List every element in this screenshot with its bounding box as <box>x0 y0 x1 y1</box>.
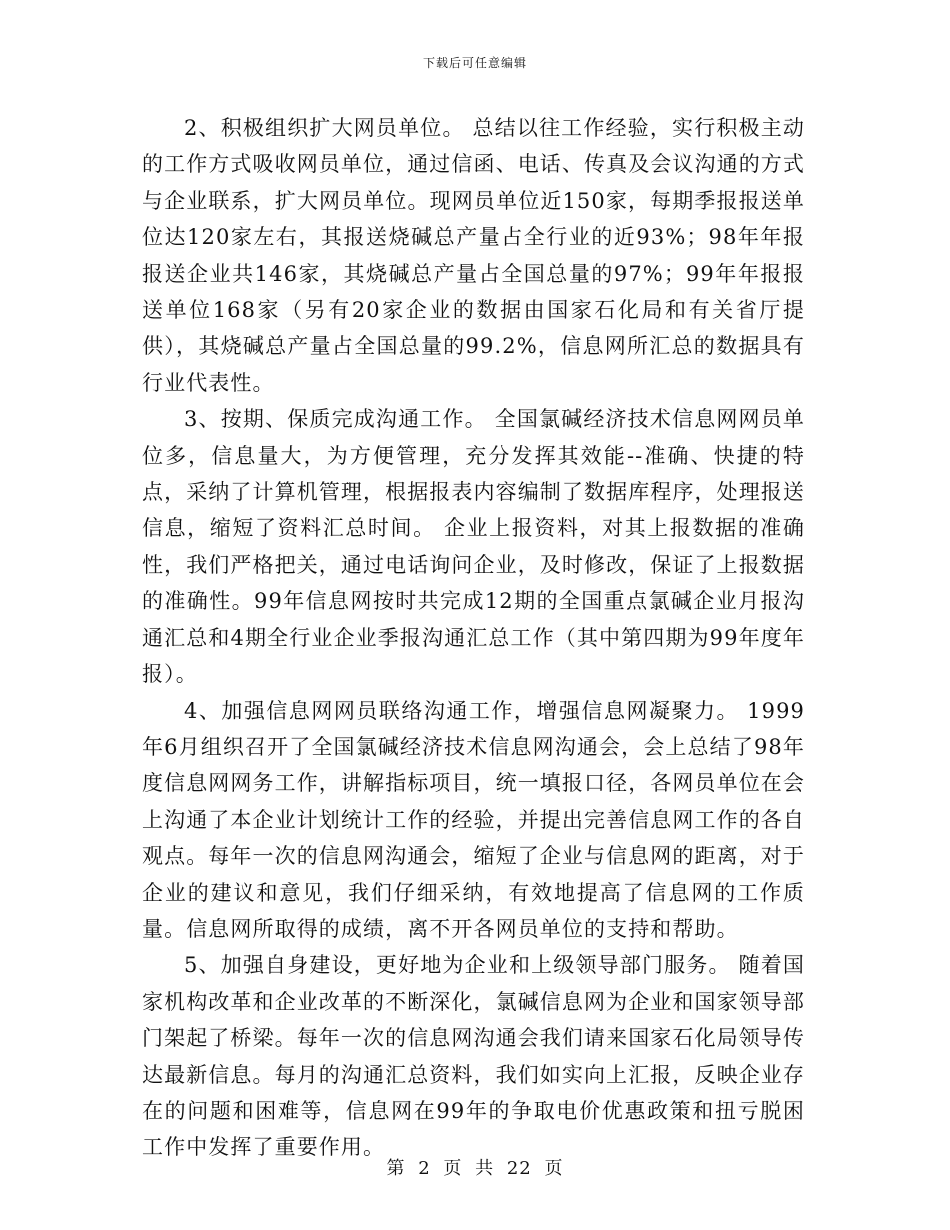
page-number: 第 2 页 共 22 页 <box>386 1158 564 1179</box>
paragraph-4: 4、加强信息网网员联络沟通工作，增强信息网凝聚力。 1999年6月组织召开了全国氯碱经济技术信息网沟通会，会上总结了98年度信息网网务工作，讲解指标项目，统一填报口径，各网员单位在会上沟通了本企业计划统计工作的经验，并提出完善信息网工作的各自观点。每年一次的信息网沟通会，缩短了企业与信息网的距离，对于企业的建议和意见，我们仔细采纳，有效地提高了信息网的工作质量。信息网所取得的成绩，离不开各网员单位的支持和帮助。 <box>142 698 805 941</box>
paragraph-5: 5、加强自身建设，更好地为企业和上级领导部门服务。 随着国家机构改革和企业改革的不断深化，氯碱信息网为企业和国家领导部门架起了桥梁。每年一次的信息网沟通会我们请来国家石化局领导传达最新信息。每月的沟通汇总资料，我们如实向上汇报，反映企业存在的问题和困难等，信息网在99年的争取电价优惠政策和扭亏脱困工作中发挥了重要作用。 <box>142 953 805 1160</box>
paragraph-3: 3、按期、保质完成沟通工作。 全国氯碱经济技术信息网网员单位多，信息量大，为方便管理，充分发挥其效能--准确、快捷的特点，采纳了计算机管理，根据报表内容编制了数据库程序，处理报送信息，缩短了资料汇总时间。 企业上报资料，对其上报数据的准确性，我们严格把关，通过电话询问企业，及时修改，保证了上报数据的准确性。99年信息网按时共完成12期的全国重点氯碱企业月报沟通汇总和4期全行业企业季报沟通汇总工作（其中第四期为99年度年报）。 <box>142 407 805 687</box>
page-header: 下载后可任意编辑 <box>422 56 527 70</box>
paragraph-2: 2、积极组织扩大网员单位。 总结以往工作经验，实行积极主动的工作方式吸收网员单位，通过信函、电话、传真及会议沟通的方式与企业联系，扩大网员单位。现网员单位近150家，每期季报报送单位达120家左右，其报送烧碱总产量占全行业的近93%；98年年报报送企业共146家，其烧碱总产量占全国总量的97%；99年年报报送单位168家（另有20家企业的数据由国家石化局和有关省厅提供），其烧碱总产量占全国总量的99.2%，信息网所汇总的数据具有行业代表性。 <box>142 116 805 395</box>
document-body <box>142 110 805 1166</box>
